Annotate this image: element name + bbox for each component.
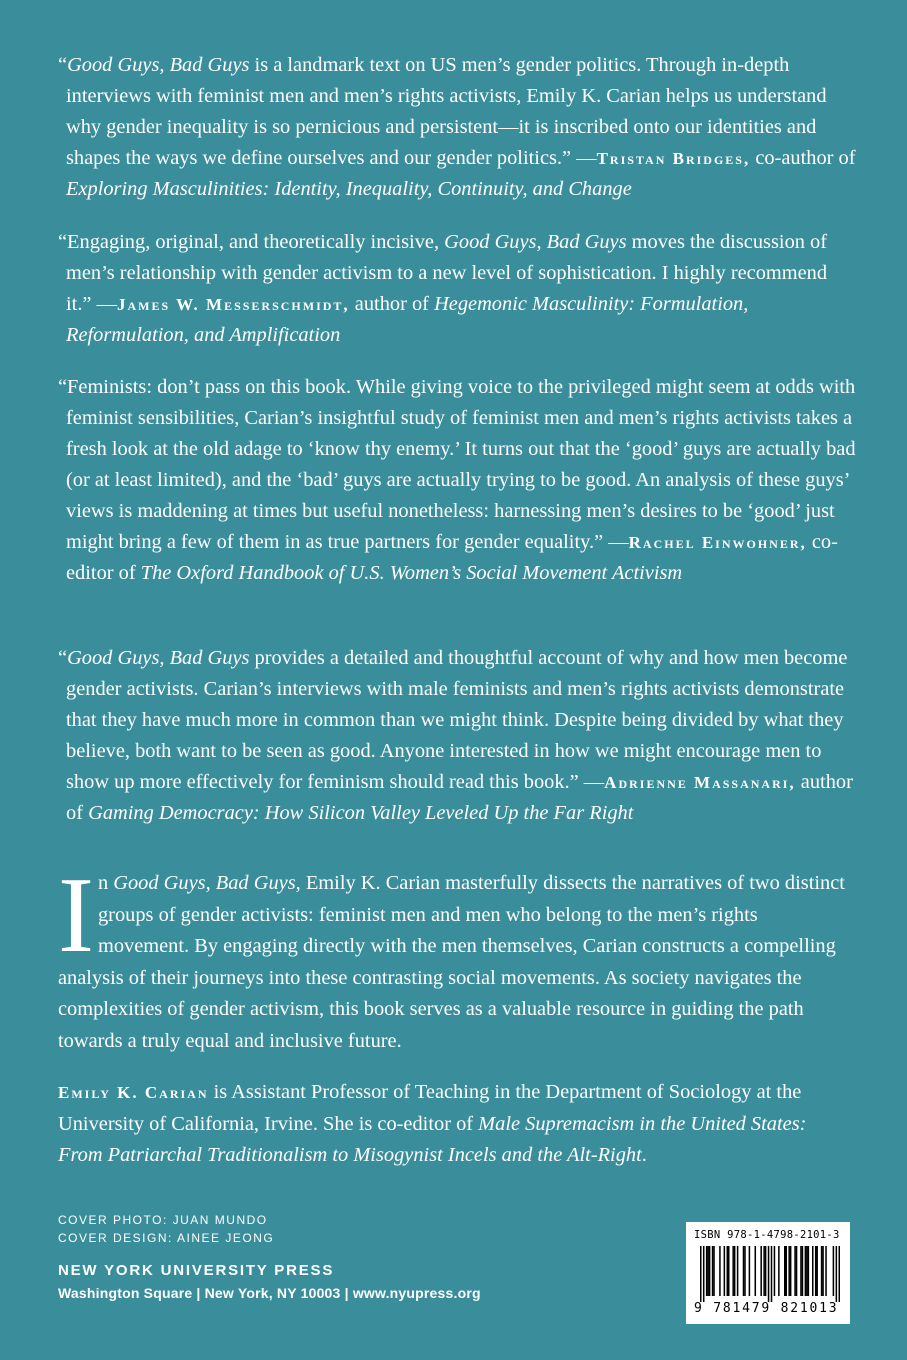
book-title: Good Guys, Bad Guys [67, 647, 250, 669]
barcode-bar [788, 1246, 790, 1296]
cover-design-credit: COVER DESIGN: AINEE JEONG [58, 1231, 275, 1245]
author-name: Emily K. Carian [58, 1083, 209, 1102]
barcode-bar [822, 1246, 824, 1296]
barcode-bar [768, 1246, 770, 1302]
author-other-book: Male Supremacism in the United States: From Patriarchal Traditionalism to Misogynist Incels and the Alt-Right [58, 1112, 807, 1166]
barcode-bar [839, 1246, 840, 1302]
barcode-bar [806, 1246, 808, 1296]
barcode-bar [703, 1246, 705, 1302]
barcode-bar [812, 1246, 814, 1296]
book-title: Good Guys, Bad Guys [444, 231, 627, 253]
barcode-bar [785, 1246, 787, 1296]
barcode-bar [794, 1246, 796, 1296]
barcode-bar [778, 1246, 780, 1296]
barcode-bar [784, 1246, 786, 1296]
barcode-bar [805, 1246, 807, 1296]
barcode-bar [796, 1246, 798, 1296]
barcode-bar [765, 1246, 767, 1296]
barcode-bar [800, 1246, 802, 1296]
barcode-bar [763, 1246, 765, 1296]
endorser-book: Hegemonic Masculinity: Formulation, Reformulation, and Amplification [66, 293, 749, 346]
barcode-bar [732, 1246, 734, 1296]
publisher-address: Washington Square | New York, NY 10003 | www.nyupress.org [58, 1285, 481, 1301]
book-title: Good Guys, Bad Guys [67, 54, 250, 76]
barcode-bar [755, 1246, 757, 1296]
book-description: In Good Guys, Bad Guys, Emily K. Carian masterfully dissects the narratives of two distinct groups of gender activists: feminist men and men who belong to the men’s rights movement. By engaging directly with the men themselves, Carian constructs a compelling analysis of their journeys into these contrasting social movements. As society navigates the complexities of gender activism, this book serves as a valuable resource in guiding the path towards a truly equal and inclusive future. [58, 856, 845, 1052]
barcode-bar [734, 1246, 736, 1296]
barcode-bar [825, 1246, 827, 1296]
endorser-name: Adrienne Massanari, [604, 773, 796, 792]
barcode-bar [833, 1246, 835, 1296]
endorser-book: Exploring Masculinities: Identity, Inequality, Continuity, and Change [66, 178, 632, 200]
barcode-bar [709, 1246, 711, 1296]
barcode-bar [790, 1246, 792, 1296]
endorsement-quote-4: “Good Guys, Bad Guys provides a detailed and thoughtful account of why and how men become gender activists. Carian’s interviews with male feminists and men’s rights activists demonstrate that they have much more in common than we might think. Despite being divided by what they believe, both want to be seen as good. Anyone interested in how we might encourage men to show up more effectively for feminism should read this book.” —Adrienne Massanari, author of Gaming Democracy: How Silicon Valley Leveled Up the Far Right [58, 647, 853, 824]
barcode-bar [774, 1246, 776, 1296]
author-bio: Emily K. Carian is Assistant Professor of Teaching in the Department of Sociology at the University of California, Irvine. She is co-editor of Male Supremacism in the United States: From Patriarchal Traditionalism to Misogynist Incels and the Alt-Right. [58, 1081, 807, 1166]
barcode-bar [727, 1246, 729, 1296]
endorser-book: Gaming Democracy: How Silicon Valley Leveled Up the Far Right [88, 802, 634, 824]
cover-credits [58, 1211, 274, 1247]
publisher-name: NEW YORK UNIVERSITY PRESS [58, 1262, 335, 1279]
endorser-name: James W. Messerschmidt, [116, 295, 350, 314]
barcode-bar [700, 1246, 702, 1302]
endorsement-quote-1: “Good Guys, Bad Guys is a landmark text on US men’s gender politics. Through in-depth interviews with feminist men and men’s rights activists, Emily K. Carian helps us understand why gender inequality is so pernicious and persistent—it is inscribed onto our identities and shapes the ways we define ourselves and our gender politics.” —Tristan Bridges, co-author of Exploring Masculinities: Identity, Inequality, Continuity, and Change [58, 54, 856, 200]
barcode-bar [816, 1246, 818, 1296]
barcode-bars [700, 1246, 840, 1302]
barcode-bar [724, 1246, 726, 1296]
isbn-barcode [686, 1222, 850, 1324]
barcode-bar [712, 1246, 714, 1296]
drop-cap: I [58, 856, 94, 975]
barcode-bar [821, 1246, 823, 1296]
endorsement-quote-3: “Feminists: don’t pass on this book. While giving voice to the privileged might seem at odds with feminist sensibilities, Carian’s insightful study of feminist men and men’s rights activists takes a fresh look at the old adage to ‘know thy enemy.’ It turns out that the ‘good’ guys are actually bad (or at least limited), and the ‘bad’ guys are actually trying to be good. An analysis of these guys’ views is maddening at times but useful nonetheless: harnessing men’s desires to be ‘good’ just might bring a few of them in as true partners for gender equality.” —Rachel Einwohner, co-editor of The Oxford Handbook of U.S. Women’s Social Movement Activism [58, 376, 856, 584]
barcode-bar [771, 1246, 773, 1302]
barcode-bar [808, 1246, 810, 1296]
book-title: Good Guys, Bad Guys, [113, 872, 301, 894]
isbn-label: ISBN 978-1-4798-2101-3 [694, 1229, 840, 1241]
endorser-name: Rachel Einwohner, [628, 533, 807, 552]
barcode-bar [836, 1246, 838, 1302]
barcode-bar [706, 1246, 708, 1296]
cover-photo-credit: COVER PHOTO: JUAN MUNDO [58, 1213, 268, 1227]
barcode-bar [713, 1246, 715, 1296]
barcode-bar [707, 1246, 709, 1296]
barcode-bar [749, 1246, 751, 1296]
barcode-bar [728, 1246, 730, 1296]
barcode-bar [744, 1246, 746, 1296]
endorser-book: The Oxford Handbook of U.S. Women’s Social Movement Activism [140, 562, 683, 584]
endorser-name: Tristan Bridges, [596, 149, 751, 168]
barcode-bar [802, 1246, 804, 1296]
barcode-bar [719, 1246, 721, 1296]
barcode-bar [815, 1246, 817, 1296]
barcode-bar [743, 1246, 745, 1296]
endorsement-quote-2: “Engaging, original, and theoretically incisive, Good Guys, Bad Guys moves the discussion of men’s relationship with gender activism to a new level of sophistication. I highly recommend it.” —James W. Messerschmidt, author of Hegemonic Masculinity: Formulation, Reformulation, and Amplification [58, 231, 828, 346]
barcode-digits: 9 781479 821013 [694, 1301, 839, 1316]
barcode-bar [737, 1246, 739, 1296]
barcode-bar [760, 1246, 762, 1296]
publisher-block [58, 1262, 481, 1301]
